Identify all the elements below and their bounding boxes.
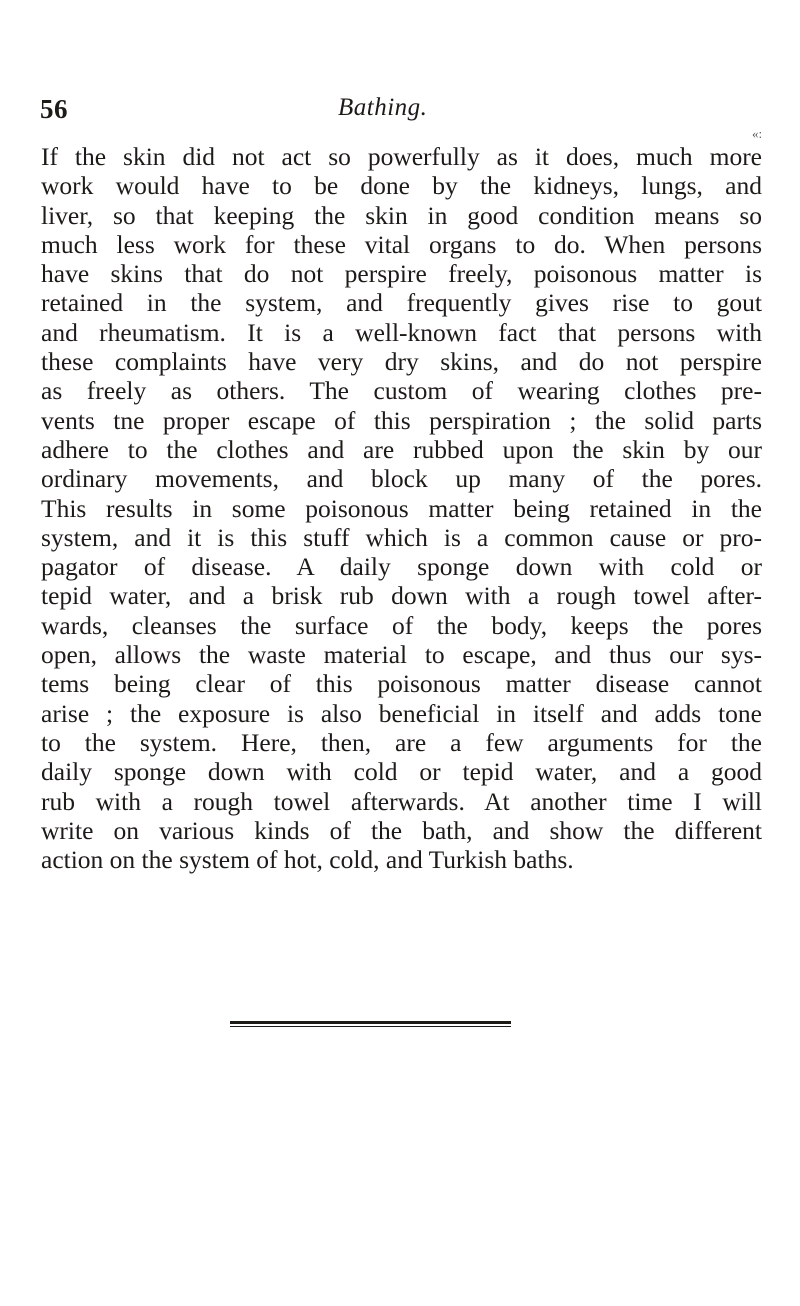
text-line: much less work for these vital organs to do. When persons: [41, 229, 762, 259]
text-line: arise ; the exposure is also beneficial in itself and adds tone: [41, 698, 762, 728]
text-line: these complaints have very dry skins, and do not perspire: [41, 347, 762, 377]
text-line: ordinary movements, and block up many of the pores.: [41, 464, 762, 494]
text-line: liver, so that keeping the skin in good condition means so: [41, 200, 762, 230]
text-line: If the skin did not act so powerfully as it does, much more: [41, 142, 762, 171]
text-line: tepid water, and a brisk rub down with a rough towel after-: [41, 581, 762, 611]
text-line: have skins that do not perspire freely, poisonous matter is: [41, 259, 762, 289]
page-number: 56: [40, 94, 68, 124]
text-line: open, allows the waste material to escape, and thus our sys-: [41, 640, 762, 670]
text-line: vents tne proper escape of this perspiration ; the solid parts: [41, 405, 762, 435]
text-line: adhere to the clothes and are rubbed upon the skin by our: [41, 434, 762, 464]
text-line: tems being clear of this poisonous matter disease cannot: [41, 669, 762, 699]
text-line: write on various kinds of the bath, and show the different: [41, 815, 762, 845]
text-line: as freely as others. The custom of wearing clothes pre-: [41, 376, 762, 406]
text-line: action on the system of hot, cold, and Turkish baths.: [41, 845, 574, 875]
text-line: and rheumatism. It is a well-known fact that persons with: [41, 317, 762, 347]
text-line: wards, cleanses the surface of the body, keeps the pores: [41, 610, 762, 640]
text-line: This results in some poisonous matter being retained in the: [41, 493, 762, 523]
section-end-rule-thin: [230, 1026, 511, 1027]
text-line: system, and it is this stuff which is a common cause or pro-: [41, 522, 762, 552]
text-line: to the system. Here, then, are a few arguments for the: [41, 727, 762, 757]
text-line: work would have to be done by the kidneys, lungs, and: [41, 171, 762, 201]
stray-mark: «:: [752, 126, 763, 141]
text-line: rub with a rough towel afterwards. At another time I will: [41, 786, 762, 816]
running-head: Bathing.: [338, 94, 428, 121]
text-line: daily sponge down with cold or tepid water, and a good: [41, 757, 762, 787]
text-line: retained in the system, and frequently gives rise to gout: [41, 288, 762, 318]
text-line: pagator of disease. A daily sponge down with cold or: [41, 552, 762, 582]
section-end-rule: [230, 1021, 511, 1024]
body-paragraph: [41, 142, 762, 874]
